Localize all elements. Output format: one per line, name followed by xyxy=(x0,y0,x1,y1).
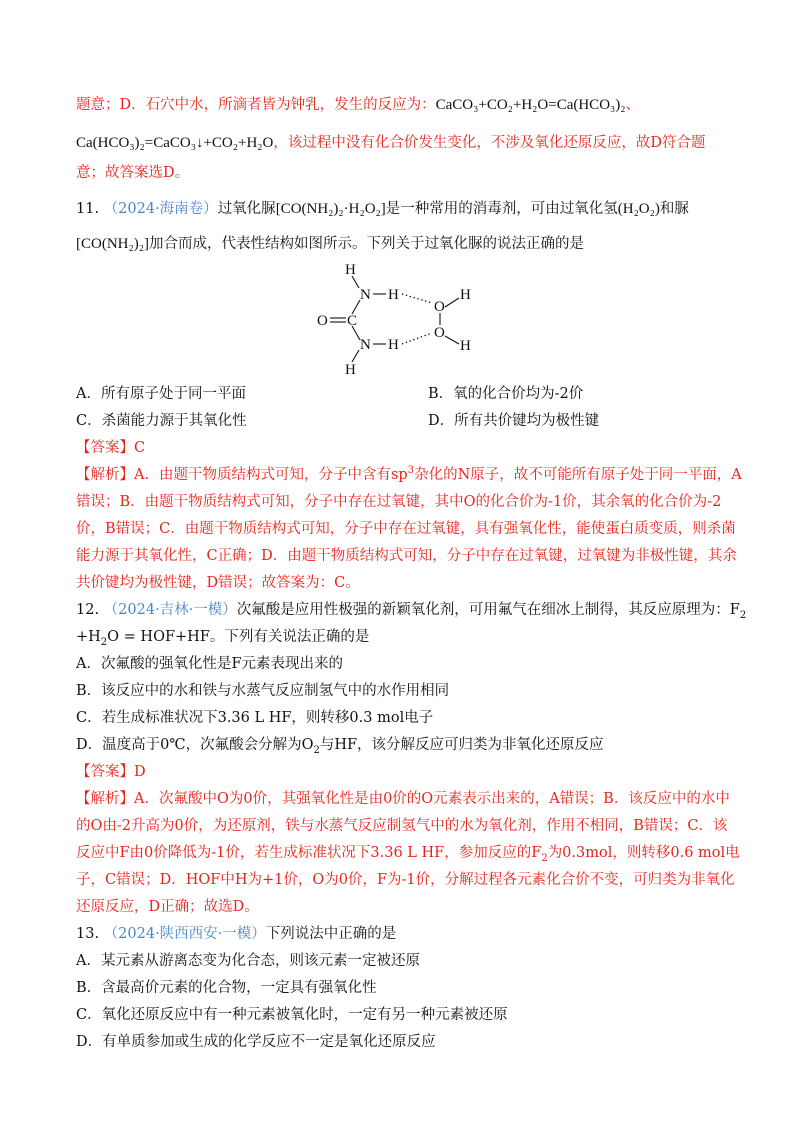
analysis-line: 能力源于其氧化性，C正确；D．由题干物质结构式可知，分子中存在过氧键，过氧键为非极性键，其余 xyxy=(76,548,737,564)
hydrogen-atom: H xyxy=(460,338,471,354)
analysis-text: 反应中F由0价降低为-1价，若生成标准状况下3.36 L HF，参加反应的F xyxy=(76,845,542,861)
option-d: D．所有共价键均为极性键 xyxy=(428,413,600,429)
analysis-line xyxy=(76,465,742,485)
answer-label: 【答案】C xyxy=(76,440,146,456)
oxygen-atom: O xyxy=(434,325,445,341)
analysis-line xyxy=(76,843,740,863)
question-number: 11. xyxy=(76,201,100,217)
question-source: （2024·吉林·一模） xyxy=(103,602,237,618)
carbon-atom: C xyxy=(347,313,358,329)
analysis-text: 杂化的N原子，故不可能所有原子处于同一平面，A xyxy=(414,467,742,483)
analysis-line: 共价键均为极性键，D错误；故答案为：C。 xyxy=(76,575,360,591)
analysis-line: 的O由-2升高为0价，为还原剂，铁与水蒸气反应制氢气中的水为氧化剂，作用不相同，B错误；C．该 xyxy=(76,818,728,834)
option-text: D．温度高于0℃，次氟酸会分解为O xyxy=(76,737,314,753)
subscript: 2 xyxy=(313,744,320,756)
stem-text: 下列说法中正确的是 xyxy=(265,926,397,942)
analysis-line: 【解析】A．次氟酸中O为0价，其强氧化性是由0价的O元素表示出来的，A错误；B．该反应中的水中 xyxy=(76,791,730,807)
question-13-stem xyxy=(76,924,396,944)
hydrogen-atom: H xyxy=(388,337,399,353)
prev-analysis-text: 意；故答案选D。 xyxy=(76,165,190,181)
stem-text: 是一种常用的消毒剂，可由过氧化氢 xyxy=(385,201,618,217)
options-row xyxy=(76,384,584,404)
stem-text: 和脲 xyxy=(659,201,689,217)
formula: [CO(NH₂)₂·H₂O₂] xyxy=(275,201,386,217)
question-source: （2024·海南卷） xyxy=(103,201,218,217)
question-11-stem-line-2 xyxy=(76,234,584,254)
oxygen-atom: O xyxy=(317,313,328,329)
prev-analysis-text: ，该过程中没有化合价发生变化，不涉及氧化还原反应，故D符合题 xyxy=(273,135,706,151)
oxygen-atom: O xyxy=(434,299,445,315)
prev-analysis-line-2 xyxy=(76,133,705,153)
answer-label: 【答案】D xyxy=(76,764,146,780)
option-a: A．某元素从游离态变为化合态，则该元素一定被还原 xyxy=(76,953,420,969)
nitrogen-atom: N xyxy=(360,337,371,353)
prev-analysis-text: 题意；D．石穴中水，所滴者皆为钟乳，发生的反应为： xyxy=(76,97,436,113)
reaction-equation: CaCO₃+CO₂+H₂O=Ca(HCO₃)₂ xyxy=(435,97,626,113)
stem-text: 过氧化脲 xyxy=(217,201,276,217)
subscript: 2 xyxy=(739,609,747,621)
option-a: A．次氟酸的强氧化性是F元素表现出来的 xyxy=(76,656,344,672)
option-d xyxy=(76,735,604,755)
subscript: 2 xyxy=(100,636,108,648)
prev-analysis-line-3 xyxy=(76,163,189,183)
question-number: 12. xyxy=(76,602,100,618)
nitrogen-atom: N xyxy=(360,287,371,303)
superscript: 3 xyxy=(407,465,415,477)
question-number: 13. xyxy=(76,926,100,942)
analysis-line: 价，B错误；C．由题干物质结构式可知，分子中存在过氧键，具有强氧化性，能使蛋白质变质，则杀菌 xyxy=(76,521,736,537)
option-b: B．该反应中的水和铁与水蒸气反应制氢气中的水作用相同 xyxy=(76,683,450,699)
analysis-text: 【解析】A．由题干物质结构式可知，分子中含有sp xyxy=(76,467,408,483)
options-row xyxy=(76,411,600,431)
analysis-line: 还原反应，D正确；故选D。 xyxy=(76,899,259,915)
option-b: B．含最高价元素的化合物，一定具有强氧化性 xyxy=(76,980,377,996)
prev-analysis-comma: 、 xyxy=(625,97,640,113)
stem-text: O = HOF+HF。下列有关说法正确的是 xyxy=(107,629,370,645)
option-b: B．氧的化合价均为-2价 xyxy=(428,386,584,402)
hydrogen-atom: H xyxy=(460,287,471,303)
analysis-line: 子，C错误；D．HOF中H为+1价，O为0价，F为-1价，分解过程各元素化合价不变，可归类为非氧化 xyxy=(76,872,735,888)
analysis-text: 为0.3mol，则转移0.6 mol电 xyxy=(547,845,740,861)
hydrogen-atom: H xyxy=(345,362,356,378)
question-12-stem-line-1 xyxy=(76,600,746,620)
option-c: C．杀菌能力源于其氧化性 xyxy=(76,413,247,429)
hydrogen-atom: H xyxy=(388,287,399,303)
stem-text: 加合而成，代表性结构如图所示。下列关于过氧化脲的说法正确的是 xyxy=(148,236,584,252)
subscript: 2 xyxy=(541,852,548,864)
question-source: （2024·陕西西安·一模） xyxy=(103,926,266,942)
reaction-equation: Ca(HCO₃)₂=CaCO₃↓+CO₂+H₂O xyxy=(76,135,274,151)
formula: (H₂O₂) xyxy=(617,201,660,217)
option-text: 与HF，该分解反应可归类为非氧化还原反应 xyxy=(319,737,604,753)
option-c: C．氧化还原反应中有一种元素被氧化时，一定有另一种元素被还原 xyxy=(76,1007,508,1023)
analysis-line: 错误；B．由题干物质结构式可知，分子中存在过氧键，其中O的化合价为-1价，其余氧的化合价为-2 xyxy=(76,494,722,510)
question-12-stem-line-2 xyxy=(76,627,369,647)
option-d: D．有单质参加或生成的化学反应不一定是氧化还原反应 xyxy=(76,1034,436,1050)
question-11-stem-line-1 xyxy=(76,199,689,219)
peroxide-urea-structure xyxy=(300,256,500,384)
hydrogen-atom: H xyxy=(345,262,356,278)
formula: [CO(NH₂)₂] xyxy=(76,236,149,252)
option-c: C．若生成标准状况下3.36 L HF，则转移0.3 mol电子 xyxy=(76,710,434,726)
prev-analysis-line-1 xyxy=(76,95,640,115)
stem-text: +H xyxy=(76,629,101,645)
option-a: A．所有原子处于同一平面 xyxy=(76,386,246,402)
stem-text: 次氟酸是应用性极强的新颖氧化剂，可用氟气在细冰上制得，其反应原理为：F xyxy=(236,602,740,618)
